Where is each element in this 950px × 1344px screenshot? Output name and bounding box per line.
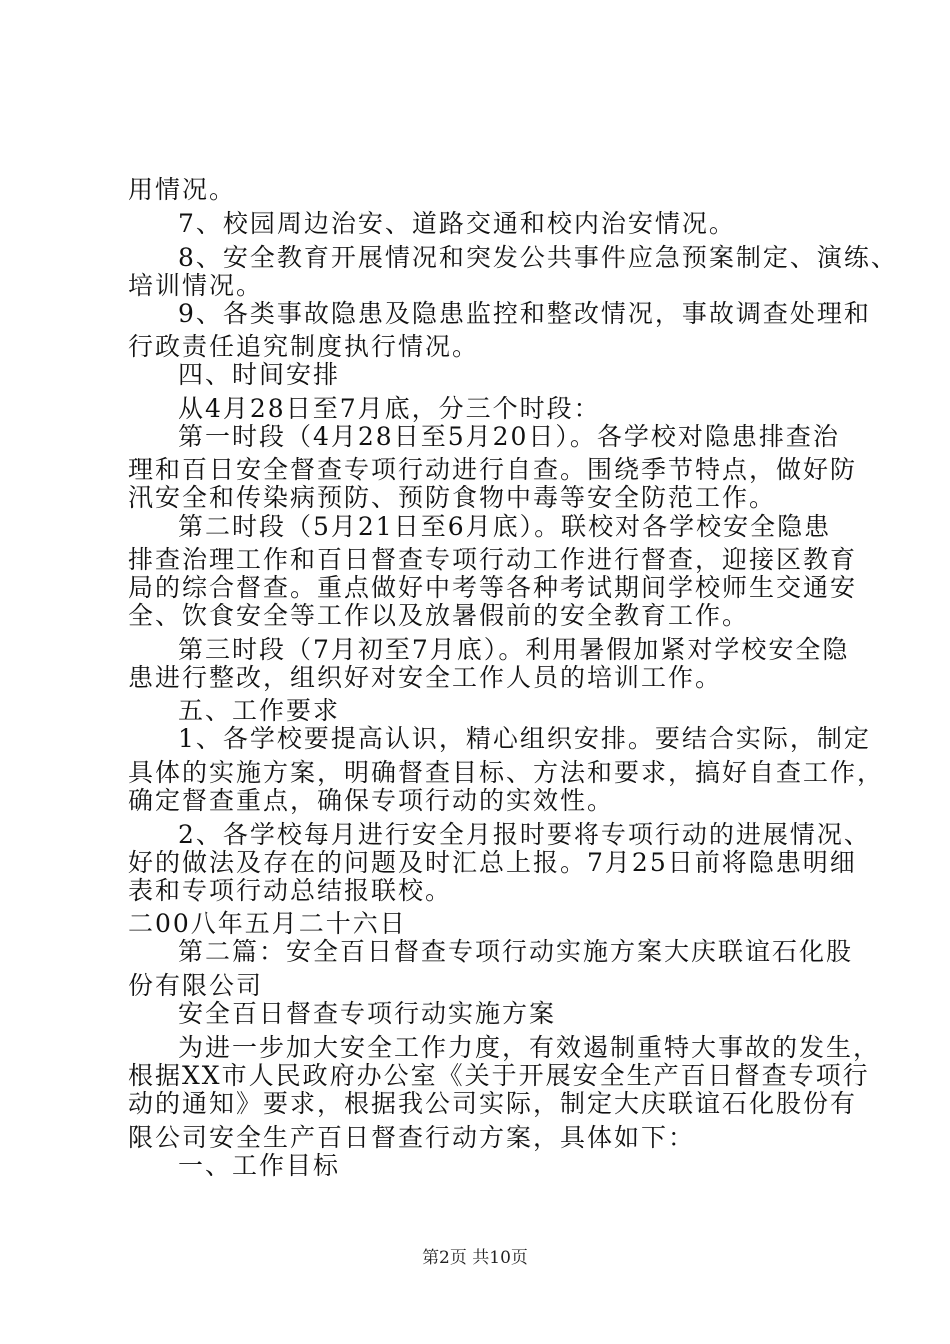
text-line: 为进一步加大安全工作力度，有效遏制重特大事故的发生， — [178, 1033, 881, 1062]
section-heading: 一、工作目标 — [178, 1151, 341, 1180]
date-line: 二00八年五月二十六日 — [128, 909, 407, 938]
text-line: 动的通知》要求，根据我公司实际，制定大庆联谊石化股份有 — [128, 1089, 858, 1118]
text-line: 理和百日安全督查专项行动进行自查。围绕季节特点，做好防 — [128, 455, 858, 484]
text-line: 全、饮食安全等工作以及放暑假前的安全教育工作。 — [128, 601, 750, 630]
chapter-heading: 第二篇：安全百日督查专项行动实施方案大庆联谊石化股 — [178, 937, 854, 966]
text-line: 8、安全教育开展情况和突发公共事件应急预案制定、演练、 — [178, 243, 898, 272]
text-line: 从4月28日至7月底，分三个时段： — [178, 394, 601, 423]
text-line: 根据XX市人民政府办公室《关于开展安全生产百日督查专项行 — [128, 1061, 870, 1090]
text-line: 1、各学校要提高认识，精心组织安排。要结合实际，制定 — [178, 724, 871, 753]
text-line: 表和专项行动总结报联校。 — [128, 876, 453, 905]
text-line: 份有限公司 — [128, 971, 264, 1000]
text-line: 具体的实施方案，明确督查目标、方法和要求，搞好自查工作， — [128, 758, 885, 787]
text-line: 排查治理工作和百日督查专项行动工作进行督查，迎接区教育 — [128, 545, 858, 574]
text-line: 9、各类事故隐患及隐患监控和整改情况，事故调查处理和 — [178, 299, 871, 328]
page-number: 第2页 共10页 — [422, 1248, 528, 1268]
document-title: 安全百日督查专项行动实施方案 — [178, 999, 557, 1028]
text-line: 第一时段（4月28日至5月20日）。各学校对隐患排查治 — [178, 422, 840, 451]
text-line: 培训情况。 — [128, 271, 264, 300]
text-line: 确定督查重点，确保专项行动的实效性。 — [128, 786, 615, 815]
text-line: 患进行整改，组织好对安全工作人员的培训工作。 — [128, 663, 723, 692]
text-line: 好的做法及存在的问题及时汇总上报。7月25日前将隐患明细 — [128, 848, 857, 877]
section-heading: 四、时间安排 — [178, 360, 341, 389]
text-line: 第三时段（7月初至7月底）。利用暑假加紧对学校安全隐 — [178, 635, 850, 664]
text-line: 2、各学校每月进行安全月报时要将专项行动的进展情况、 — [178, 820, 871, 849]
text-line: 汛安全和传染病预防、预防食物中毒等安全防范工作。 — [128, 483, 777, 512]
section-heading: 五、工作要求 — [178, 696, 341, 725]
text-line: 7、校园周边治安、道路交通和校内治安情况。 — [178, 209, 736, 238]
text-line: 用情况。 — [128, 175, 237, 204]
text-line: 局的综合督查。重点做好中考等各种考试期间学校师生交通安 — [128, 573, 858, 602]
text-line: 限公司安全生产百日督查行动方案，具体如下： — [128, 1123, 696, 1152]
text-line: 第二时段（5月21日至6月底）。联校对各学校安全隐患 — [178, 512, 832, 541]
text-line: 行政责任追究制度执行情况。 — [128, 332, 480, 361]
